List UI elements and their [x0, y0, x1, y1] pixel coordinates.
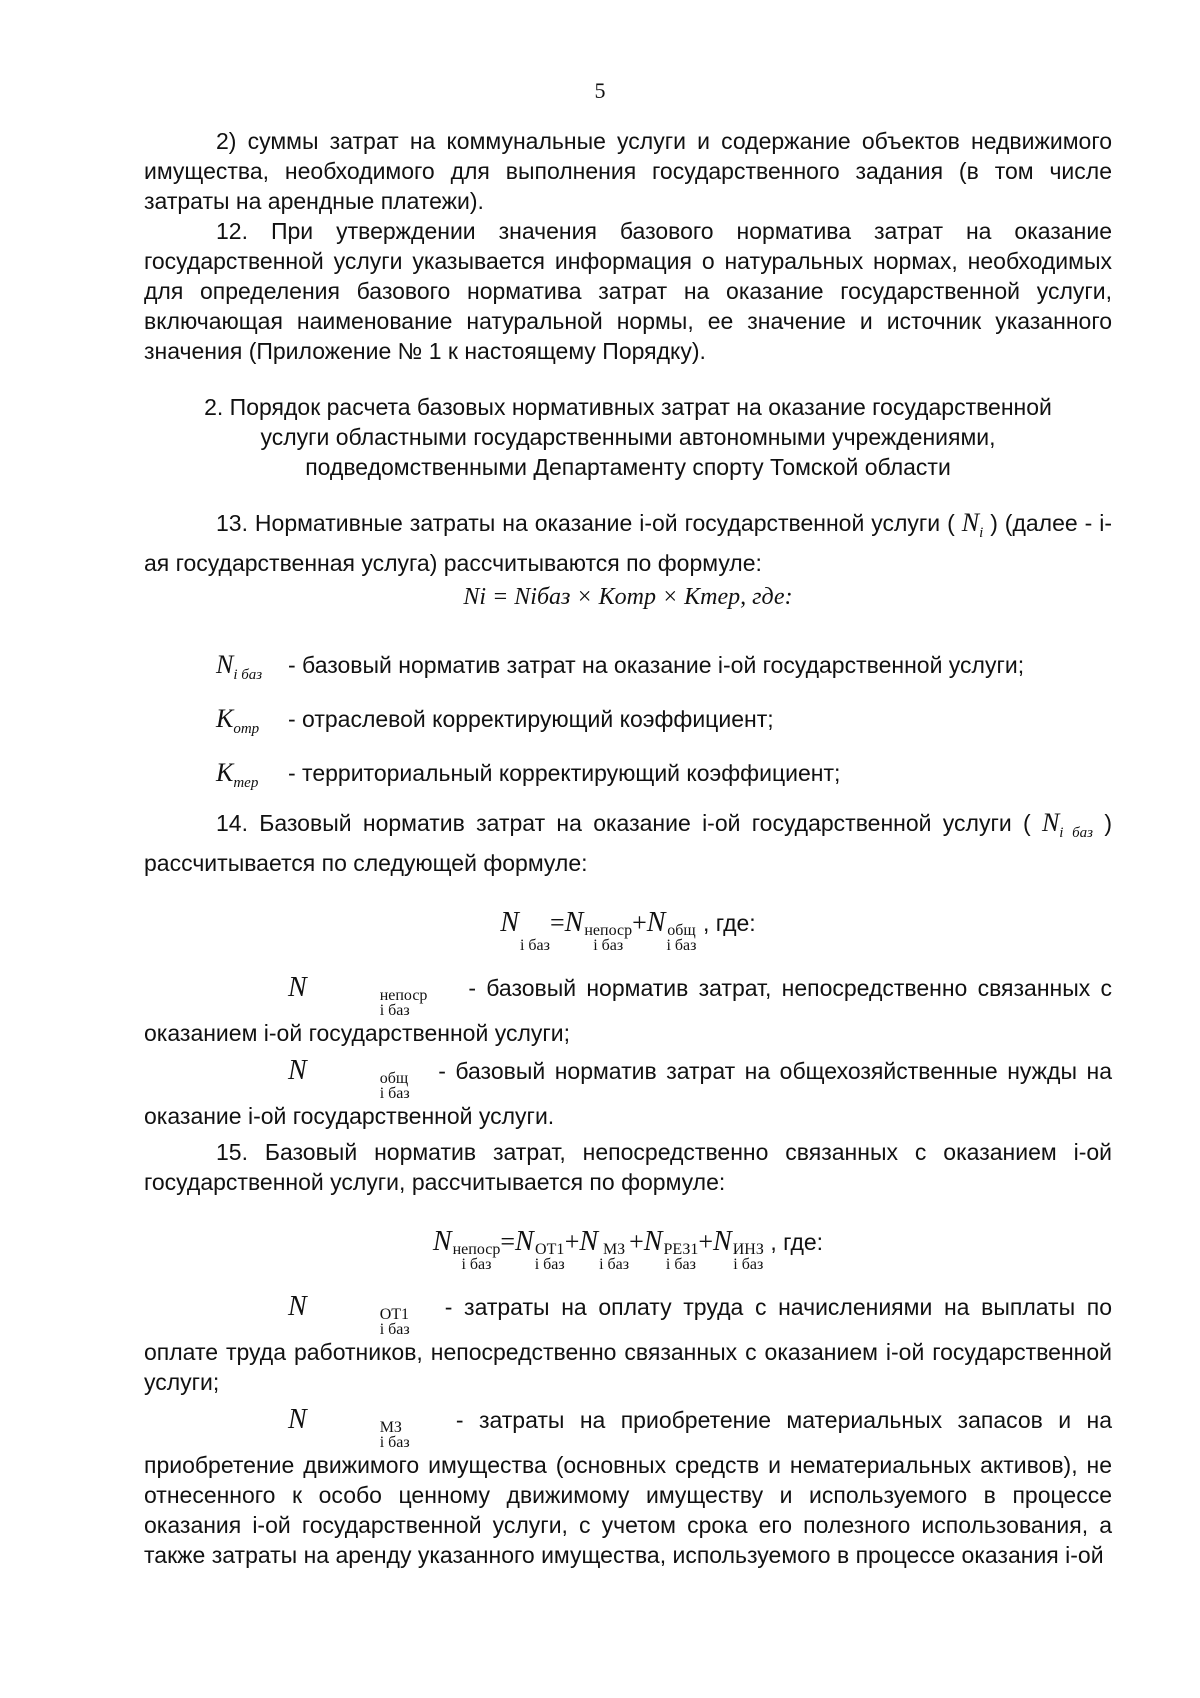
- symbol-Nibaz: $N_{i баз}$: [1041, 808, 1094, 841]
- definition-item: [144, 758, 1112, 798]
- definition-text: - территориальный корректирующий коэффициент;: [288, 760, 841, 786]
- definition-text: - отраслевой корректирующий коэффициент;: [288, 706, 774, 732]
- symbol-Ni: $N_i$: [961, 508, 984, 541]
- paragraph-15: 15. Базовый норматив затрат, непосредственно связанных с оказанием i-ой государственной услуги, рассчитывается по формуле:: [144, 1139, 1112, 1195]
- paragraph-13-before: 13. Нормативные затраты на оказание i-ой государственной услуги (: [216, 510, 955, 536]
- definition-item: [144, 973, 1112, 1048]
- heading-line-2: услуги областными государственными автономными учреждениями,: [260, 424, 996, 450]
- definition-item: [144, 1405, 1112, 1570]
- paragraph-14: [144, 808, 1112, 878]
- document-body: [144, 126, 1112, 1570]
- definition-text: - базовый норматив затрат на оказание i-ой государственной услуги;: [288, 652, 1025, 678]
- heading-line-3: подведомственными Департаменту спорту Томской области: [305, 454, 951, 480]
- definition-text: - затраты на оплату труда с начислениями на выплаты по оплате труда работников, непосредственно связанных с оказанием i-ой государственной услуги;: [144, 1294, 1113, 1395]
- symbol-Kter: $K_{тер}$: [216, 758, 259, 791]
- symbol-Nibaz-mz: N МЗ i баз: [288, 1404, 410, 1451]
- definition-item: [144, 1056, 1112, 1131]
- formula-14-suffix: , где:: [702, 910, 756, 936]
- definition-item: [144, 704, 1112, 744]
- formula-13: [144, 582, 1112, 612]
- definition-item: [144, 650, 1112, 690]
- paragraph-14-before: 14. Базовый норматив затрат на оказание i-ой государственной услуги (: [216, 810, 1031, 836]
- formula-15: N непоср i баз =N ОТ1 i баз +N МЗ i баз +N РЕЗ1 i баз +N ИНЗ i баз , где:: [432, 1226, 824, 1273]
- formula-14: N i баз =N непоср i баз +N общ i баз , где:: [500, 907, 756, 954]
- definitions-15: [144, 1292, 1112, 1570]
- symbol-Nibaz-nepos: N непоср i баз: [288, 972, 428, 1019]
- paragraph-12: 12. При утверждении значения базового норматива затрат на оказание государственной услуги указывается информация о натуральных нормах, необходимых для определения базового норматива затрат на оказание государственной услуги, включающая наименование натуральной нормы, ее значение и источник указанного значения (Приложение № 1 к настоящему Порядку).: [144, 218, 1112, 364]
- paragraph-14-after: ) рассчитывается по следующей формуле:: [144, 810, 1112, 876]
- symbol-Nibaz-obsch: N общ i баз: [288, 1055, 410, 1102]
- symbol-Kotr: $K_{отр}$: [216, 704, 260, 737]
- definitions-14: [144, 973, 1112, 1131]
- symbol-Nibaz-ot1: N ОТ1 i баз: [288, 1291, 410, 1338]
- formula-13-text: Ni = Niбаз × Kотр × Kтер, где:: [463, 584, 793, 610]
- heading-line-1: 2. Порядок расчета базовых нормативных затрат на оказание государственной: [204, 394, 1052, 420]
- page-number: 5: [594, 78, 606, 103]
- paragraph-13-after: ) (далее - i-ая государственная услуга) рассчитываются по формуле:: [144, 510, 1112, 576]
- definition-text: - базовый норматив затрат, непосредственно связанных с оказанием i-ой государственной услуги;: [144, 975, 1113, 1046]
- paragraph-13: [144, 508, 1112, 578]
- section-heading: [144, 392, 1112, 482]
- formula-15-suffix: , где:: [770, 1229, 824, 1255]
- definition-text: - базовый норматив затрат на общехозяйственные нужды на оказание i-ой государственной услуги.: [144, 1058, 1112, 1129]
- definition-item: [144, 1292, 1112, 1397]
- definition-text: - затраты на приобретение материальных запасов и на приобретение движимого имущества (основных средств и нематериальных активов), не отнесенного к особо ценному движимому имуществу и используемого в процессе оказания i-ой государственной услуги, с учетом срока его полезного использования, а также затраты на аренду указанного имущества, используемого в процессе оказания i-ой: [144, 1407, 1113, 1568]
- paragraph-2: 2) суммы затрат на коммунальные услуги и содержание объектов недвижимого имущества, необходимого для выполнения государственного задания (в том числе затраты на арендные платежи).: [144, 128, 1112, 214]
- symbol-Nibaz: $N_{i баз}$: [216, 650, 263, 683]
- definitions-13: [144, 650, 1112, 798]
